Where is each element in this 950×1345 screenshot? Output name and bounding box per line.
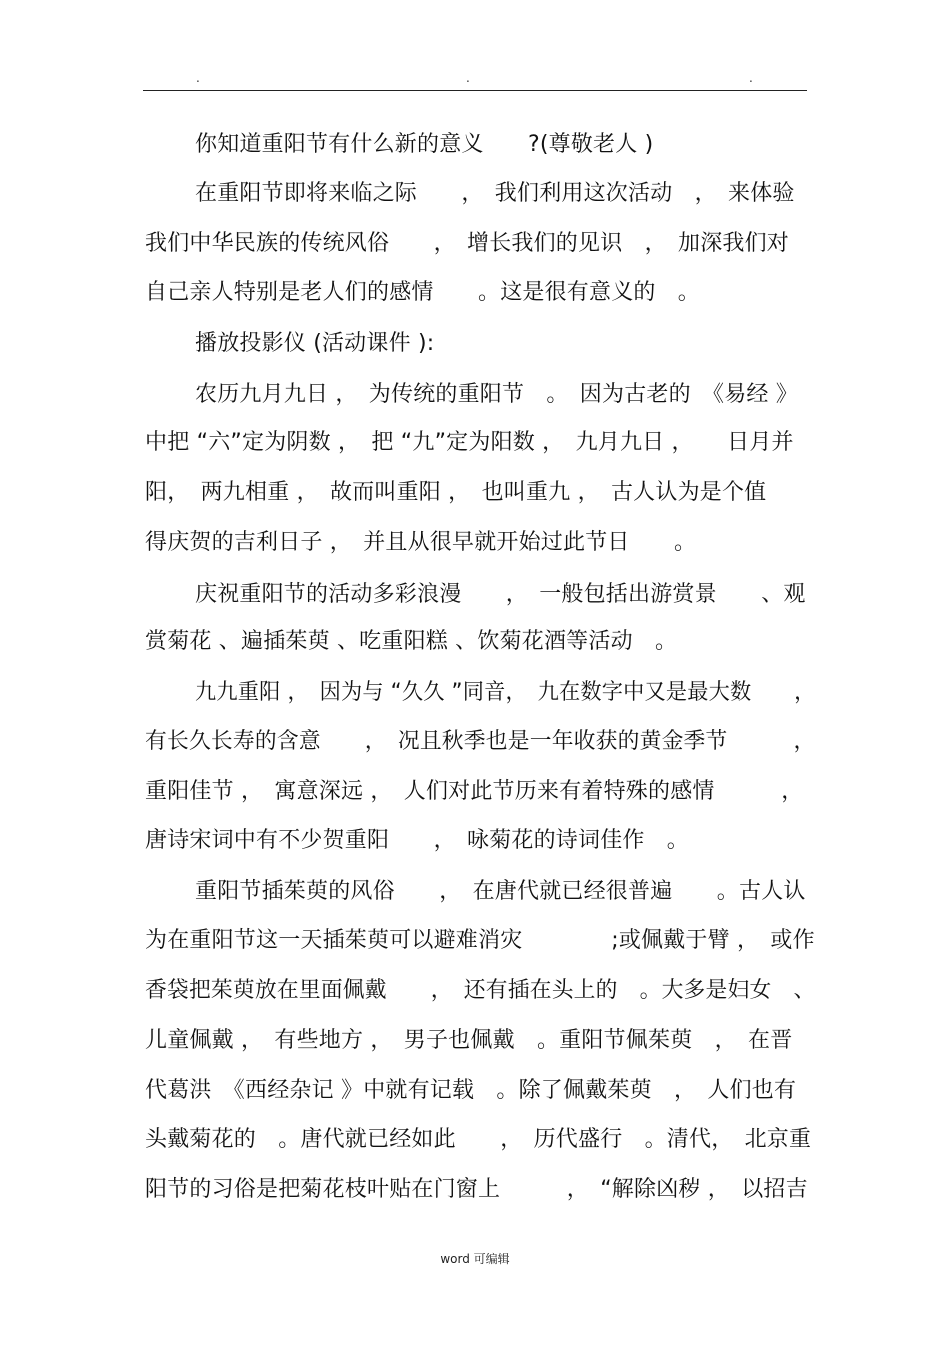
page-footer: word 可编辑	[440, 1252, 510, 1266]
text-line: 重阳佳节 ， 寓意深远 ， 人们对此节历来有着特殊的感情 ，	[145, 779, 804, 804]
text-line: 头戴菊花的 。唐代就已经如此 ， 历代盛行 。清代， 北京重	[145, 1127, 812, 1152]
header-dot-left: .	[196, 71, 200, 85]
text-line: 唐诗宋词中有不少贺重阳 ， 咏菊花的诗词佳作 。	[145, 828, 690, 853]
header-dot-right: .	[749, 71, 753, 85]
text-line: 阳， 两九相重 ， 故而叫重阳 ， 也叫重九 ， 古人认为是个值	[145, 480, 767, 505]
text-line: 在重阳节即将来临之际 ， 我们利用这次活动 ， 来体验	[195, 181, 795, 206]
text-line: 中把 “六”定为阴数 ， 把 “九”定为阳数 ， 九月九日 ， 日月并	[145, 430, 794, 455]
header-rule	[143, 90, 807, 91]
text-line: 你知道重阳节有什么新的意义 ?(尊敬老人 )	[195, 132, 654, 157]
text-line: 代葛洪 《西经杂记 》中就有记载 。除了佩戴茱萸 ， 人们也有	[145, 1078, 797, 1103]
text-line: 庆祝重阳节的活动多彩浪漫 ， 一般包括出游赏景 、观	[195, 582, 806, 607]
text-line: 儿童佩戴 ， 有些地方 ， 男子也佩戴 。重阳节佩茱萸 ， 在晋	[145, 1028, 793, 1053]
text-line: 我们中华民族的传统风俗 ， 增长我们的见识 ， 加深我们对	[145, 231, 790, 256]
text-line: 九九重阳 ， 因为与 “久久 ”同音， 九在数字中又是最大数 ，	[195, 680, 816, 705]
text-line: 播放投影仪 (活动课件 ):	[195, 331, 435, 356]
text-line: 得庆贺的吉利日子 ， 并且从很早就开始过此节日 。	[145, 530, 697, 555]
header-dot-center: .	[466, 71, 470, 85]
text-line: 香袋把茱萸放在里面佩戴 ， 还有插在头上的 。大多是妇女 、	[145, 978, 816, 1003]
text-line: 赏菊花 、遍插茱萸 、吃重阳糕 、饮菊花酒等活动 。	[145, 629, 678, 654]
text-line: 阳节的习俗是把菊花枝叶贴在门窗上 ， “解除凶秽 ， 以招吉	[145, 1177, 808, 1202]
text-line: 重阳节插茱萸的风俗 ， 在唐代就已经很普遍 。古人认	[195, 879, 806, 904]
text-line: 有长久长寿的含意 ， 况且秋季也是一年收获的黄金季节 ，	[145, 729, 816, 754]
text-line: 为在重阳节这一天插茱萸可以避难消灾 ;或佩戴于臂 ， 或作	[145, 928, 815, 953]
text-line: 农历九月九日 ， 为传统的重阳节 。 因为古老的 《易经 》	[195, 382, 798, 407]
text-line: 自己亲人特别是老人们的感情 。这是很有意义的 。	[145, 280, 701, 305]
